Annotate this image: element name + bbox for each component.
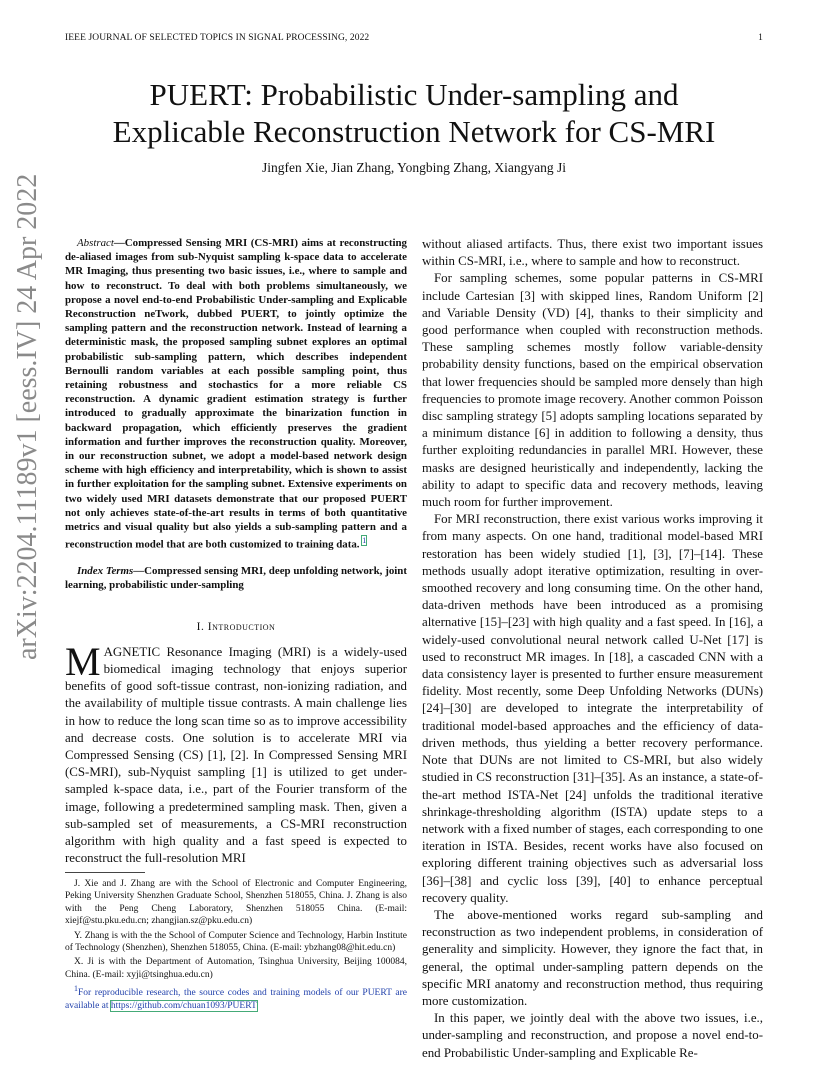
arxiv-stamp: arXiv:2204.11189v1 [eess.IV] 24 Apr 2022 bbox=[12, 173, 43, 660]
footnote-code-availability bbox=[65, 983, 407, 1012]
right-paragraph-1: without aliased artifacts. Thus, there exist two important issues within CS-MRI, i.e., where to sample and how to reconstruct. bbox=[422, 237, 763, 269]
footnotes bbox=[65, 878, 407, 1014]
right-column bbox=[422, 236, 763, 1062]
intro-paragraph-1-text: AGNETIC Resonance Imaging (MRI) is a widely-used biomedical imaging technology that enjoys superior benefits of good soft-tissue contrast, non-ionizing radiation, and the availability of multiple tissue contrasts. A main challenge lies in how to reduce the long scan time so as to improve accessibility and decrease costs. One solution is to accelerate MRI via Compressed Sensing (CS) [1], [2]. In Compressed Sensing MRI (CS-MRI), sub-Nyquist sampling [1] is utilized to get under-sampled k-space data, i.e., part of the Fourier transform of the image, following a predetermined sampling mask. Then, given a sub-sampled set of measurements, a CS-MRI reconstruction algorithm with high quality and a fast speed is expected to reconstruct the full-resolution MRI bbox=[65, 644, 407, 866]
running-header bbox=[65, 33, 763, 43]
page-number: 1 bbox=[758, 33, 763, 43]
index-terms bbox=[65, 564, 407, 592]
abstract-footnote-link[interactable]: 1 bbox=[362, 536, 367, 546]
right-paragraph-3: For MRI reconstruction, there exist various works improving it from many aspects. On one hand, traditional model-based MRI restoration has been widely studied [1], [3], [7]–[14]. These methods usually adopt iterative optimization, resulting in over-smoothed recovery and long consuming time. On the other hand, data-driven methods have been introduced as a promising alternative [15]–[23] with high quality and a fast speed. In [16], a widely-used convolutional neural network called U-Net [17] is used to reconstruct MR images. In [18], a cascaded CNN with a data consistency layer is presented to further ensure measurement fidelity. Most recently, some Deep Unfolding Networks (DUNs) [24]–[30] are developed to integrate the interpretability of traditional model-based approaches and the efficiency of data-driven methods, thus yielding a better recovery performance. Note that DUNs are not limited to CS-MRI, but also widely studied in CS reconstruction [31]–[35]. As an instance, a state-of-the-art method ISTA-Net [24] unfolds the traditional iterative shrinkage-thresholding algorithm (ISTA) update steps to a network with a fixed number of stages, each corresponding to one iteration in ISTA. Besides, recent works have also focused on exploring different training objectives such as adversarial loss [36]–[38] and cyclic loss [39], [40] to enhance perceptual recovery quality. bbox=[422, 512, 763, 905]
drop-cap: M bbox=[65, 638, 101, 684]
intro-paragraph-1 bbox=[65, 638, 407, 868]
right-paragraph-5: In this paper, we jointly deal with the above two issues, i.e., under-sampling and reconstruction, and propose a novel end-to-end Probabilistic Under-sampling and Explicable Re- bbox=[422, 1011, 763, 1060]
abstract-label: Abstract bbox=[77, 237, 114, 249]
section-heading-introduction: I. Introduction bbox=[196, 620, 276, 633]
right-paragraph-2: For sampling schemes, some popular patterns in CS-MRI include Cartesian [3] with skipped lines, Random Uniform [2] and Variable Density (VD) [4], thanks to their simplicity and good performance when coupled with reconstruction methods. These sampling schemes mostly follow variable-density probability density functions, based on the empirical observation that lower frequencies should be sampled more densely than high frequencies to promote image recovery. Another common Poisson disc sampling strategy [5] adopts sampling locations separated by a minimum distance [6] in addition to following a density, thus further exploiting redundancies in parallel MRI. However, these masks are designed heuristically and independently, lacking the ability to adapt to specific data and recovery methods, leaving much room for further improvement. bbox=[422, 271, 763, 510]
index-terms-text: —Compressed sensing MRI, deep unfolding network, joint learning, probabilistic under-sampling bbox=[65, 565, 407, 592]
author-list: Jingfen Xie, Jian Zhang, Yongbing Zhang, Xiangyang Ji bbox=[261, 160, 567, 175]
footnote-mark: 1 bbox=[74, 984, 78, 994]
index-terms-label: Index Terms bbox=[77, 565, 134, 578]
footnote-rule bbox=[65, 872, 145, 873]
title-line-1: PUERT: Probabilistic Under-sampling and bbox=[149, 77, 679, 112]
right-paragraph-4: The above-mentioned works regard sub-sampling and reconstruction as two independent problems, in consideration of generality and simplicity. However, they ignore the fact that, in general, the optimal under-sampling pattern depends on the specific MRI anatomy and reconstruction method, thus requiring more customization. bbox=[422, 907, 763, 1008]
footnote-affiliation-1: J. Xie and J. Zhang are with the School of Electronic and Computer Engineering, Peking University Shenzhen Graduate School, Shenzhen 518055, China. J. Zhang is also with the Peng Cheng Laboratory, Shenzhen 518055 China. (E-mail: xiejf@stu.pku.edu.cn; zhangjian.sz@pku.edu.cn) bbox=[65, 879, 407, 927]
abstract-text: —Compressed Sensing MRI (CS-MRI) aims at reconstructing de-aliased images from sub-Nyquist sampling k-space data to accelerate MR Imaging, thus presenting two basic issues, i.e., where to sample and how to reconstruct. To deal with both problems simultaneously, we propose a novel end-to-end Probabilistic Under-sampling and Explicable Reconstruction neTwork, dubbed PUERT, to jointly optimize the sampling pattern and the reconstruction network. Instead of learning a deterministic mask, the proposed sampling subnet explores an optimal probabilistic sub-sampling pattern, which describes independent Bernoulli random variables at each possible sampling point, thus retaining robustness and stochastics for a more reliable CS reconstruction. A dynamic gradient estimation strategy is further introduced to gradually approximate the binarization function in backward propagation, which efficiently preserves the gradient information and further improves the reconstruction quality. Moreover, in our reconstruction subnet, we adopt a model-based network design scheme with high efficiency and interpretability, which is shown to assist in further exploitation for the sampling subnet. Extensive experiments on two widely used MRI datasets demonstrate that our proposed PUERT not only achieves state-of-the-art results in terms of both quantitative metrics and visual quality but also yields a sub-sampling pattern and a reconstruction model that are both customized to training data. bbox=[65, 237, 407, 551]
github-link[interactable]: https://github.com/chuan1093/PUERT bbox=[110, 1000, 257, 1011]
footnote-affiliation-3: X. Ji is with the Department of Automation, Tsinghua University, Beijing 100084, China. (E-mail: xyji@tsinghua.edu.cn) bbox=[65, 957, 407, 980]
abstract bbox=[65, 236, 407, 552]
title-line-2: Explicable Reconstruction Network for CS-MRI bbox=[112, 114, 716, 149]
footnote-affiliation-2: Y. Zhang is with the the School of Computer Science and Technology, Harbin Institute of Technology (Shenzhen), Shenzhen 518055, China. (E-mail: ybzhang08@hit.edu.cn) bbox=[65, 930, 407, 954]
left-column bbox=[65, 236, 407, 867]
journal-name: IEEE JOURNAL OF SELECTED TOPICS IN SIGNAL PROCESSING, 2022 bbox=[65, 33, 370, 43]
footnote-code-text: For reproducible research, the source codes and training models of our PUERT are available at bbox=[65, 988, 407, 1011]
paper-title bbox=[40, 76, 788, 150]
